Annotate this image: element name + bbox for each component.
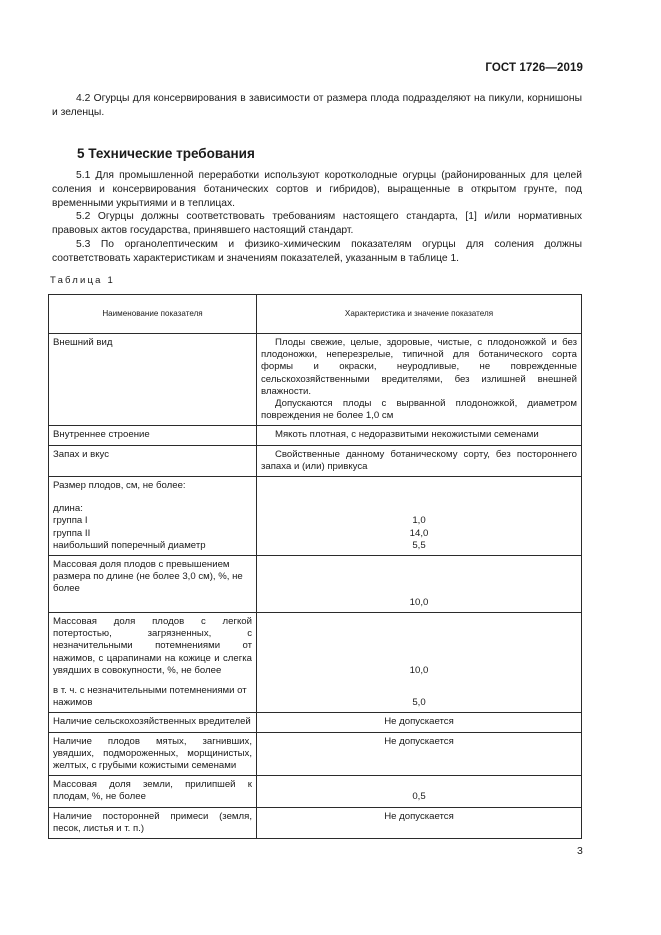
size-group1-label: группа I bbox=[53, 515, 88, 527]
row-name: Массовая доля земли, прилипшей к плодам, %, не более bbox=[49, 776, 257, 807]
row-name: Массовая доля плодов с превышением размера по длине (не более 3,0 см), %, не более bbox=[49, 556, 257, 613]
row-value: Не допускается bbox=[257, 713, 582, 732]
table-row bbox=[49, 613, 582, 681]
size-diameter-value: 5,5 bbox=[412, 539, 426, 551]
row-name: в т. ч. с незначительными потемнениями от нажимов bbox=[49, 680, 257, 713]
size-group1-value: 1,0 bbox=[412, 515, 426, 527]
row-name bbox=[49, 477, 257, 556]
size-length-label: длина: bbox=[53, 503, 83, 515]
appearance-text-1: Плоды свежие, целые, здоровые, чистые, с плодоножкой и без плодоножки, неперезрелые, типичной для ботанического сорта формы и окраски, неуродливые, не поврежденные сельскохозяйственными вредителями, без излишней внешней влажности. bbox=[261, 337, 577, 397]
row-name: Массовая доля плодов с легкой потертостью, загрязненных, с незначительными потемнениями от нажимов, с царапинами на кожице и слегка увядших в совокупности, %, не более bbox=[49, 613, 257, 681]
row-value: 0,5 bbox=[257, 776, 582, 807]
table-caption: Таблица 1 bbox=[50, 275, 115, 286]
row-value: Не допускается bbox=[257, 807, 582, 838]
appearance-text-2: Допускаются плоды с вырванной плодоножкой, диаметром повреждения не более 1,0 см bbox=[261, 398, 577, 422]
requirements-table bbox=[48, 294, 582, 839]
table-row bbox=[49, 445, 582, 476]
row-name: Наличие плодов мятых, загнивших, увядших, подмороженных, морщинистых, желтых, с грубыми кожистыми семенами bbox=[49, 732, 257, 776]
row-name: Запах и вкус bbox=[49, 445, 257, 476]
table-row bbox=[49, 713, 582, 732]
table-row bbox=[49, 680, 582, 713]
row-value: Не допускается bbox=[257, 732, 582, 776]
table-row bbox=[49, 556, 582, 613]
table-header-row bbox=[49, 295, 582, 334]
row-value: 10,0 bbox=[257, 556, 582, 613]
size-group2-label: группа II bbox=[53, 527, 91, 539]
table-row bbox=[49, 776, 582, 807]
section-5-title: 5 Технические требования bbox=[77, 146, 255, 161]
row-name: Внешний вид bbox=[49, 334, 257, 426]
table-row bbox=[49, 426, 582, 445]
document-id-header: ГОСТ 1726—2019 bbox=[485, 62, 583, 74]
row-value bbox=[257, 334, 582, 426]
paragraph-5-3: 5.3 По органолептическим и физико-химическим показателям огурцы для соления должны соответствовать характеристикам и значениям показателей, указанным в таблице 1. bbox=[52, 239, 582, 264]
row-name: Внутреннее строение bbox=[49, 426, 257, 445]
table-row bbox=[49, 807, 582, 838]
header-col-value: Характеристика и значение показателя bbox=[257, 295, 582, 334]
row-name: Наличие сельскохозяйственных вредителей bbox=[49, 713, 257, 732]
table-row bbox=[49, 334, 582, 426]
row-value: Свойственные данному ботаническому сорту, без постороннего запаха и (или) привкуса bbox=[257, 445, 582, 476]
row-value: 5,0 bbox=[257, 680, 582, 713]
size-group2-value: 14,0 bbox=[409, 527, 429, 539]
table-row bbox=[49, 477, 582, 556]
size-title: Размер плодов, см, не более: bbox=[53, 480, 186, 492]
paragraph-4-2: 4.2 Огурцы для консервирования в зависимости от размера плода подразделяют на пикули, корнишоны и зеленцы. bbox=[52, 93, 582, 118]
row-name: Наличие посторонней примеси (земля, песок, листья и т. п.) bbox=[49, 807, 257, 838]
table-row bbox=[49, 732, 582, 776]
row-value: Мякоть плотная, с недоразвитыми некожистыми семенами bbox=[257, 426, 582, 445]
row-value: 10,0 bbox=[257, 613, 582, 681]
paragraph-5-1: 5.1 Для промышленной переработки используют коротколодные огурцы (районированных для целей соления и консервирования ботанических сортов и гибридов), выращенные в открытом грунте, под временными укрытиями и в теплицах. bbox=[52, 170, 582, 209]
header-col-name: Наименование показателя bbox=[49, 295, 257, 334]
size-diameter-label: наибольший поперечный диаметр bbox=[53, 539, 206, 551]
paragraph-5-2: 5.2 Огурцы должны соответствовать требованиям настоящего стандарта, [1] и/или нормативных правовых актов государства, принявшего настоящий стандарт. bbox=[52, 211, 582, 236]
row-value bbox=[257, 477, 582, 556]
page-number: 3 bbox=[577, 845, 583, 857]
